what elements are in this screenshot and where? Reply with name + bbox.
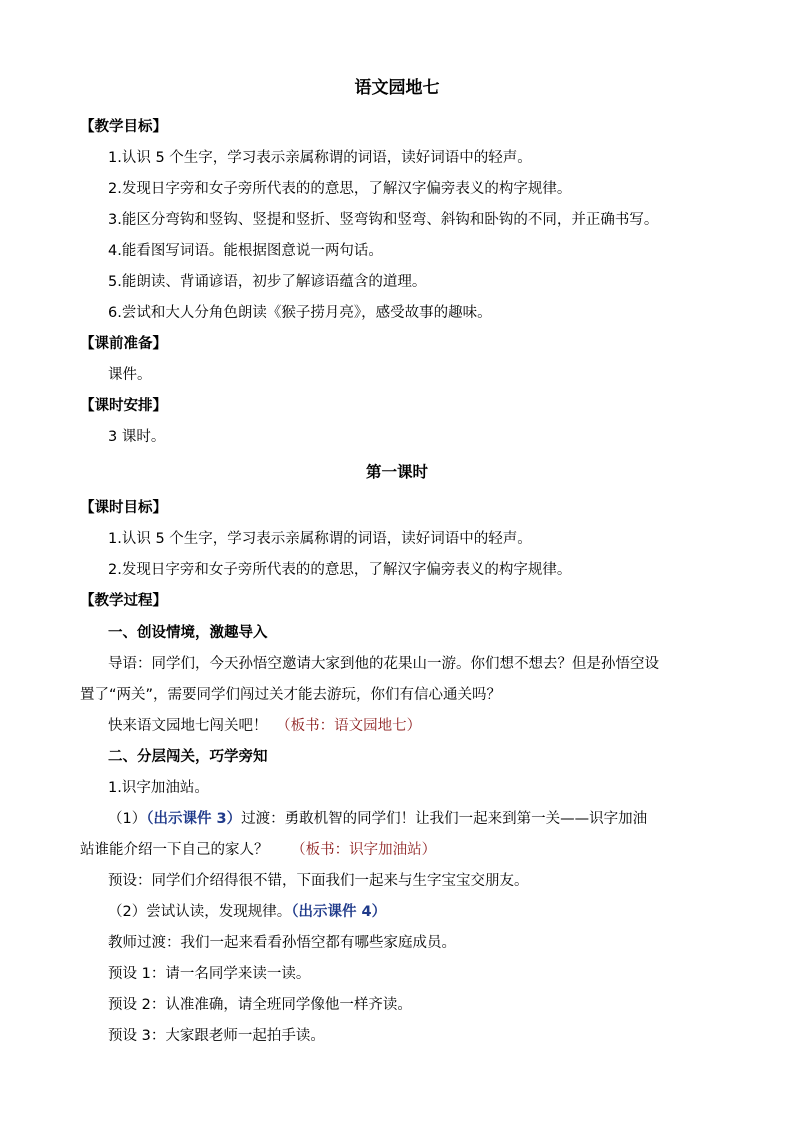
goal-item-4: 4.能看图写词语。能根据图意说一两句话。 [108, 243, 383, 259]
section-1-title: 一、创设情境，激趣导入 [108, 625, 268, 641]
step-1-line-2 [80, 840, 436, 860]
step-1-line-1 [108, 809, 647, 829]
step-2-text: （2）尝试认读，发现规律。 [108, 904, 292, 920]
teaching-goals-heading: 【教学目标】 [80, 119, 167, 135]
intro-paragraph-line-1: 导语：同学们，今天孙悟空邀请大家到他的花果山一游。你们想不想去？但是孙悟空设 [108, 656, 659, 672]
step-1-number: （1） [108, 811, 147, 827]
preset-3: 预设 3：大家跟老师一起拍手读。 [108, 1028, 325, 1044]
literacy-station-title: 1.识字加油站。 [108, 780, 209, 796]
intro-paragraph-line-3 [108, 716, 421, 736]
preset-2: 预设 2：认准准确，请全班同学像他一样齐读。 [108, 997, 412, 1013]
goal-item-5: 5.能朗读、背诵谚语，初步了解谚语蕴含的道理。 [108, 274, 427, 290]
intro-paragraph-line-2: 置了“两关”，需要同学们闯过关才能去游玩，你们有信心通关吗？ [80, 687, 502, 703]
step-1-text: 过渡：勇敢机智的同学们！让我们一起来到第一关——识字加油 [241, 811, 648, 827]
preset-main: 预设：同学们介绍得很不错，下面我们一起来与生字宝宝交朋友。 [108, 873, 529, 889]
lesson-goal-1: 1.认识 5 个生字，学习表示亲属称谓的词语，读好词语中的轻声。 [108, 531, 532, 547]
preparation-heading: 【课前准备】 [80, 336, 167, 352]
board-note-garden: （板书：语文园地七） [276, 718, 422, 734]
document-title: 语文园地七 [354, 78, 440, 98]
board-note-station: （板书：识字加油站） [291, 842, 437, 858]
lesson-goals-heading: 【课时目标】 [80, 500, 167, 516]
goal-item-6: 6.尝试和大人分角色朗读《猴子捞月亮》，感受故事的趣味。 [108, 305, 492, 321]
lesson-goal-2: 2.发现日字旁和女子旁所代表的的意思，了解汉字偏旁表义的构字规律。 [108, 562, 572, 578]
show-courseware-4: （出示课件 4） [291, 904, 387, 920]
schedule-heading: 【课时安排】 [80, 398, 167, 414]
goal-item-3: 3.能区分弯钩和竖钩、竖提和竖折、竖弯钩和竖弯、斜钩和卧钩的不同，并正确书写。 [108, 212, 659, 228]
step-1-question: 站谁能介绍一下自己的家人？ [80, 842, 269, 858]
goal-item-2: 2.发现日字旁和女子旁所代表的的意思，了解汉字偏旁表义的构字规律。 [108, 181, 572, 197]
schedule-text: 3 课时。 [108, 429, 166, 445]
section-2-title: 二、分层闯关，巧学旁知 [108, 749, 268, 765]
step-2-line [108, 902, 386, 922]
goal-item-1: 1.认识 5 个生字，学习表示亲属称谓的词语，读好词语中的轻声。 [108, 150, 532, 166]
lesson-1-title: 第一课时 [365, 463, 428, 481]
teacher-transition: 教师过渡：我们一起来看看孙悟空都有哪些家庭成员。 [108, 935, 456, 951]
teaching-process-heading: 【教学过程】 [80, 593, 167, 609]
intro-text: 快来语文园地七闯关吧！ [108, 718, 268, 734]
preparation-text: 课件。 [108, 367, 152, 383]
preset-1: 预设 1：请一名同学来读一读。 [108, 966, 311, 982]
show-courseware-3: （出示课件 3） [146, 811, 242, 827]
